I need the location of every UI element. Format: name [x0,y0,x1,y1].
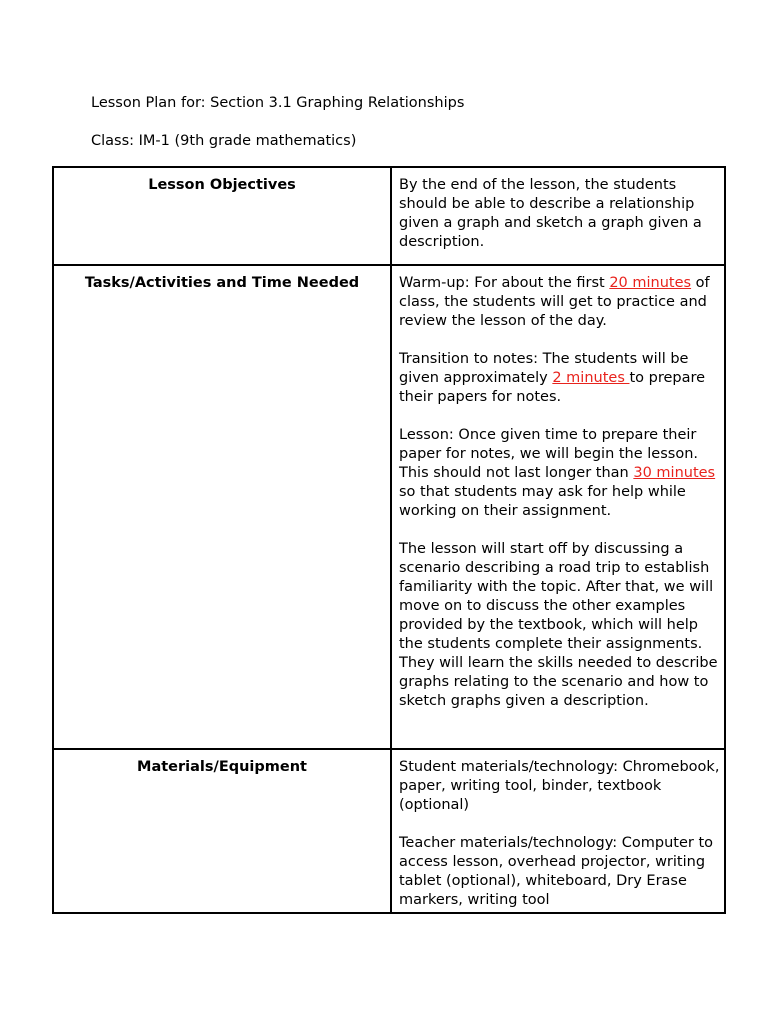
objectives-heading: Lesson Objectives [53,167,391,265]
objectives-text: By the end of the lesson, the students should be able to describe a relationship given a graph and sketch a graph given a description. [399,177,702,250]
lesson-plan-title: Lesson Plan for: Section 3.1 Graphing Relationships [91,95,465,111]
objectives-content [391,167,725,265]
table-row-materials [53,749,725,913]
materials-heading: Materials/Equipment [53,749,391,913]
tasks-content [391,265,725,749]
materials-content [391,749,725,913]
lesson-plan-table [52,166,726,914]
lesson-text-before: Lesson: Once given time to prepare their paper for notes, we will begin the lesson. This should not last longer than [399,427,699,481]
table-row-objectives [53,167,725,265]
student-materials: Student materials/technology: Chromebook, paper, writing tool, binder, textbook (optional) [399,759,720,813]
transition-text-before: Transition to notes: The students will be given approximately [399,351,689,386]
lesson-time: 30 minutes [633,465,716,481]
tasks-heading: Tasks/Activities and Time Needed [53,265,391,749]
teacher-materials: Teacher materials/technology: Computer to access lesson, overhead projector, writing tablet (optional), whiteboard, Dry Erase markers, writing tool [399,835,714,908]
warmup-text-after: of class, the students will get to practice and review the lesson of the day. [399,275,710,329]
warmup-paragraph [399,274,720,331]
details-paragraph: The lesson will start off by discussing a scenario describing a road trip to establish familiarity with the topic. After that, we will move on to discuss the other examples provided by the textbook, which will help the students complete their assignments. They will learn the skills needed to describe graphs relating to the scenario and how to sketch graphs given a description. [399,541,718,709]
warmup-time: 20 minutes [609,275,692,291]
transition-text-after: to prepare their papers for notes. [399,370,706,405]
table-row-tasks [53,265,725,749]
lesson-text-after: so that students may ask for help while working on their assignment. [399,484,686,519]
transition-time: 2 minutes [552,370,630,386]
lesson-paragraph [399,426,720,521]
class-info: Class: IM-1 (9th grade mathematics) [91,133,357,149]
warmup-text-before: Warm-up: For about the first [399,275,610,291]
transition-paragraph [399,350,720,407]
